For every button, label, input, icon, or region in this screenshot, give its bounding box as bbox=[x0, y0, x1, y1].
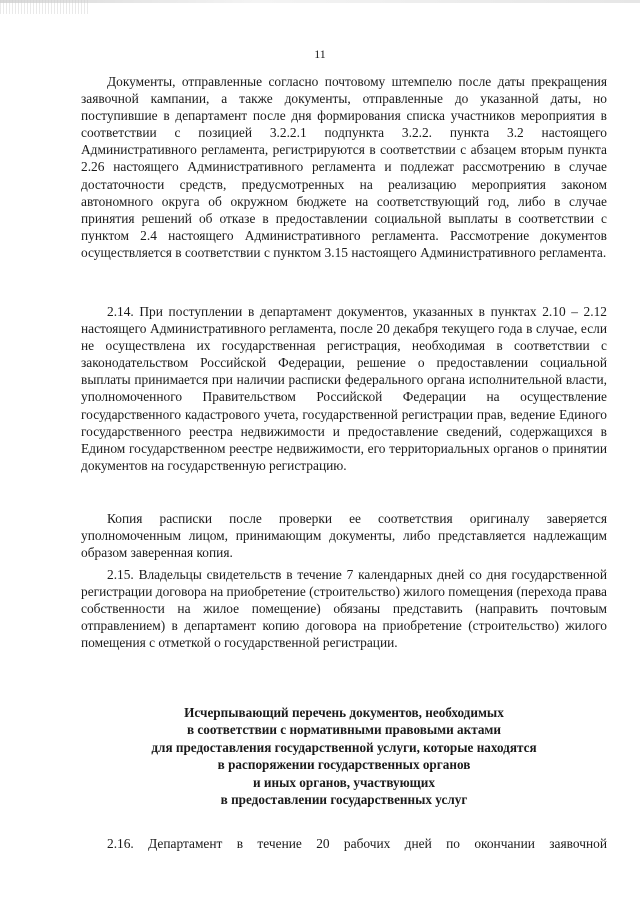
heading-line: Исчерпывающий перечень документов, необходимых bbox=[184, 705, 504, 720]
paragraph-2-14: 2.14. При поступлении в департамент документов, указанных в пунктах 2.10 – 2.12 настоящего Административного регламента, после 20 декабря текущего года в случае, если не осуществлена их государственная регистрация, необходимая в соответствии с законодательством Российской Федерации, решение о предоставлении социальной выплаты принимается при наличии расписки федерального органа исполнительной власти, уполномоченного Правительством Российской Федерации на осуществление государственного кадастрового учета, государственной регистрации прав, ведение Единого государственного реестра недвижимости и предоставление сведений, содержащихся в Едином государственном реестре недвижимости, его территориальных органов о принятии документов на государственную регистрацию. bbox=[81, 304, 607, 473]
heading-line: и иных органов, участвующих bbox=[253, 774, 435, 790]
scan-corner-artifact bbox=[0, 0, 90, 14]
page-number: 11 bbox=[314, 47, 326, 61]
paragraph-late-documents: Документы, отправленные согласно почтовому штемпелю после даты прекращения заявочной кампании, а также документы, отправленные до указанной даты, но поступившие в департамент после дня формирования списка участников мероприятия в соответствии с позицией 3.2.2.1 подпункта 3.2.2. пункта 3.2 настоящего Административного регламента, регистрируются в соответствии с абзацем вторым пункта 2.26 настоящего Административного регламента и подлежат рассмотрению в случае достаточности средств, предусмотренных на реализацию мероприятия законом автономного округа об окружном бюджете на соответствующий год, либо в случае принятия решений об отказе в предоставлении социальной выплаты в соответствии с пунктом 2.4 настоящего Административного регламента. Рассмотрение документов осуществляется в соответствии с пунктом 3.15 настоящего Административного регламента. bbox=[81, 74, 607, 260]
paragraph-2-15: 2.15. Владельцы свидетельств в течение 7 календарных дней со дня государственной регистрации договора на приобретение (строительство) жилого помещения (перехода права собственности на жилое помещение) обязаны представить (направить почтовым отправлением) в департамент копию договора на приобретение (строительство) жилого помещения с отметкой о государственной регистрации. bbox=[81, 567, 607, 651]
heading-line: в распоряжении государственных органов bbox=[217, 757, 471, 773]
scan-edge bbox=[0, 0, 640, 3]
heading-line: в соответствии с нормативными правовыми актами bbox=[186, 722, 502, 738]
section-heading bbox=[81, 704, 607, 808]
heading-line: для предоставления государственной услуги, которые находятся bbox=[151, 739, 537, 755]
heading-line: в предоставлении государственных услуг bbox=[220, 792, 468, 808]
paragraph-receipt-copy: Копия расписки после проверки ее соответствия оригиналу заверяется уполномоченным лицом, принимающим документы, либо представляется надлежащим образом заверенная копия. bbox=[81, 511, 607, 561]
paragraph-2-16: 2.16. Департамент в течение 20 рабочих дней по окончании заявочной bbox=[107, 836, 607, 851]
